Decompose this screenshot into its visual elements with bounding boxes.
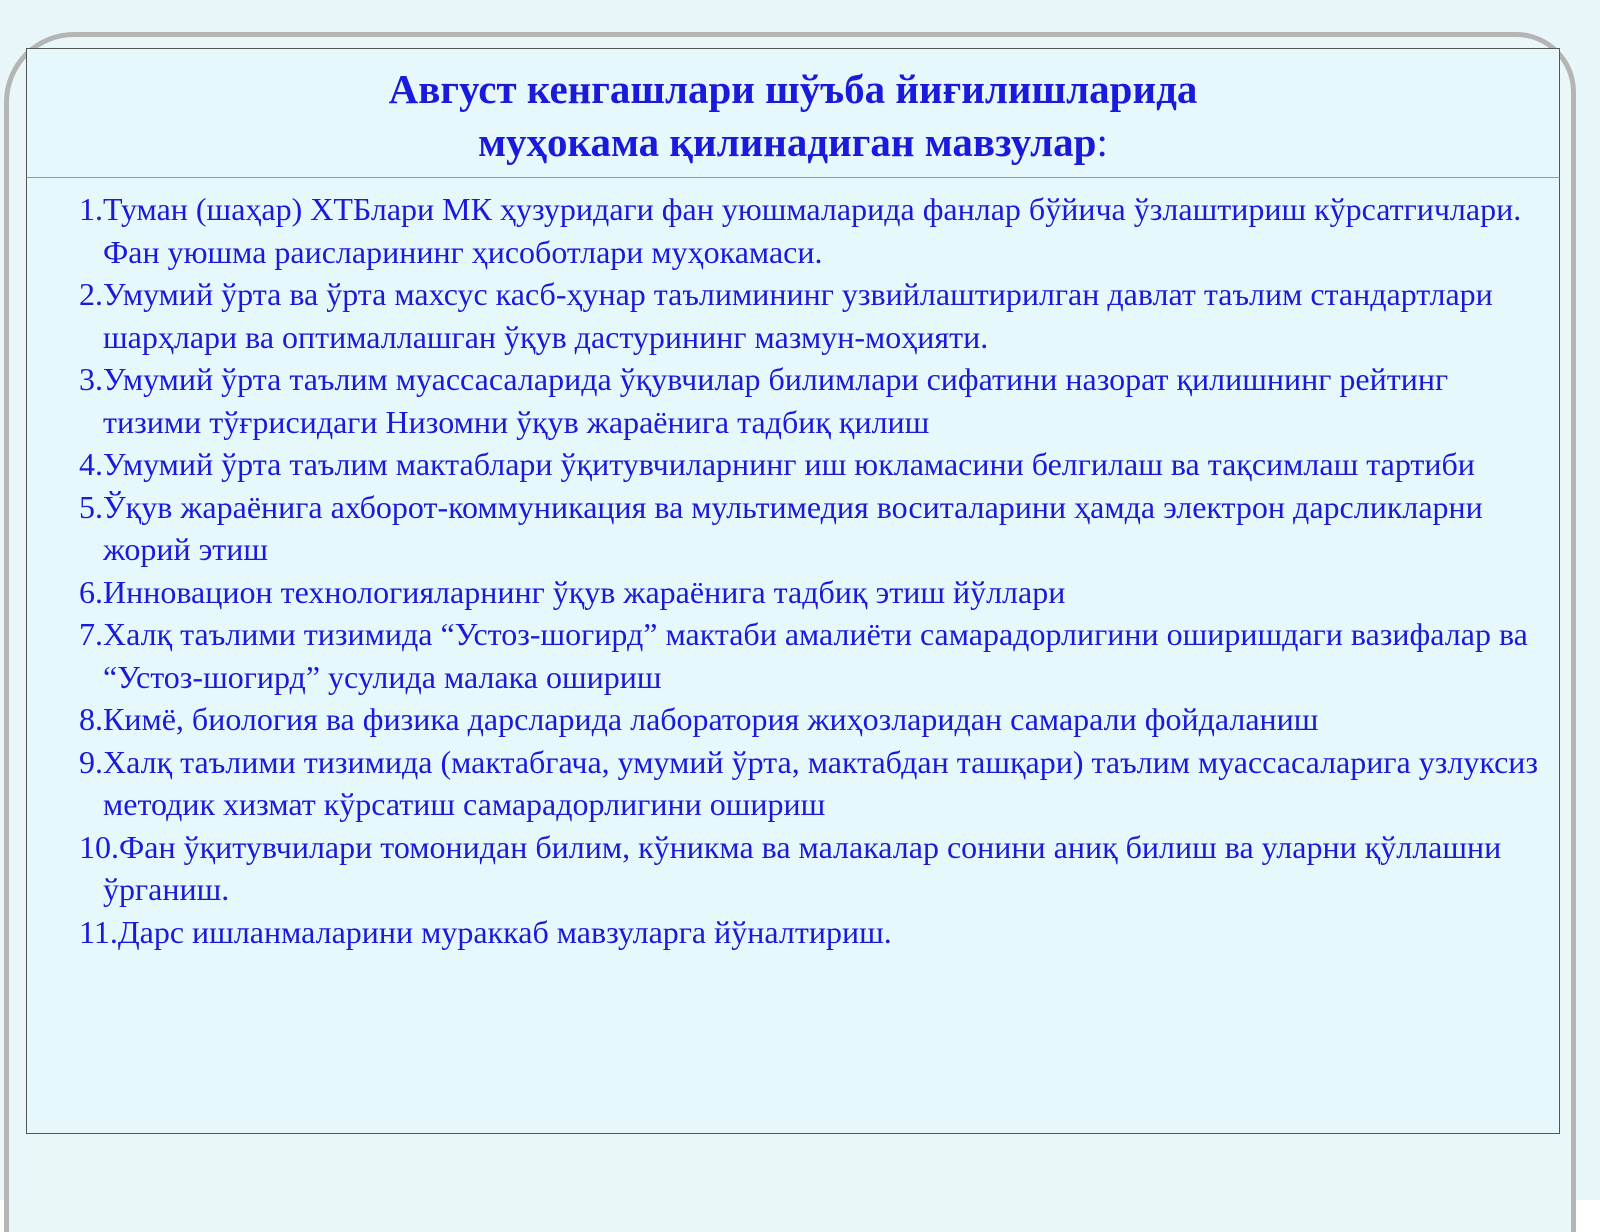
title-box [26, 48, 1560, 178]
list-item [79, 273, 1539, 358]
item-number: 4. [79, 446, 103, 482]
item-text: Туман (шаҳар) ХТБлари МК ҳузуридаги фан уюшмаларида фанлар бўйича ўзлаштириш кўрсатгичлари. Фан уюшма раисларининг ҳисоботлари муҳокамаси. [103, 191, 1522, 270]
list-item [79, 571, 1539, 614]
item-number: 9. [79, 743, 103, 780]
item-text: Умумий ўрта ва ўрта махсус касб-ҳунар таълимининг узвийлаштирилган давлат таълим стандартлари шарҳлари ва оптималлашган ўқув дастурининг мазмун-моҳияти. [103, 276, 1493, 355]
list-item [79, 358, 1539, 443]
list-item [79, 741, 1539, 826]
list-item [79, 698, 1539, 741]
list-item [79, 826, 1539, 911]
topics-list [79, 188, 1539, 953]
page-title [27, 63, 1559, 169]
item-number: 2. [79, 276, 103, 312]
title-colon: : [1096, 119, 1108, 165]
list-item [79, 188, 1539, 273]
title-line-2-text: муҳокама қилинадиган мавзулар [478, 119, 1097, 165]
content-box [26, 178, 1560, 1134]
item-text: Ўқув жараёнига ахборот-коммуникация ва мультимедия воситаларини ҳамда электрон дарсликларни жорий этиш [103, 488, 1483, 567]
item-text: Умумий ўрта таълим муассасаларида ўқувчилар билимлари сифатини назорат қилишнинг рейтинг тизими тўғрисидаги Низомни ўқув жараёнига тадбиқ қилиш [103, 361, 1449, 440]
item-text: Умумий ўрта таълим мактаблари ўқитувчиларнинг иш юкламасини белгилаш ва тақсимлаш тартиби [103, 446, 1475, 482]
item-text: Фан ўқитувчилари томонидан билим, кўникма ва малакалар сонини аниқ билиш ва уларни қўллашни ўрганиш. [103, 828, 1502, 907]
item-text: Кимё, биология ва физика дарсларида лаборатория жиҳозларидан самарали фойдаланиш [103, 701, 1319, 737]
title-line-2 [27, 116, 1559, 169]
item-number: 6. [79, 573, 103, 610]
item-number: 3. [79, 361, 103, 397]
item-number: 11. [79, 913, 118, 950]
list-item [79, 613, 1539, 698]
item-text: Дарс ишланмаларини мураккаб мавзуларга йўналтириш. [117, 913, 892, 950]
item-text: Халқ таълими тизимида (мактабгача, умумий ўрта, мактабдан ташқари) таълим муассасаларига узлуксиз методик хизмат кўрсатиш самарадорлигини ошириш [103, 743, 1539, 822]
item-text: Инновацион технологияларнинг ўқув жараёнига тадбиқ этиш йўллари [103, 573, 1066, 610]
list-item [79, 911, 1539, 954]
item-number: 5. [79, 488, 103, 525]
item-number: 10. [79, 828, 119, 865]
item-number: 1. [79, 191, 103, 227]
item-number: 7. [79, 616, 103, 652]
list-item [79, 486, 1539, 571]
list-item [79, 443, 1539, 486]
item-number: 8. [79, 701, 103, 737]
item-text: Халқ таълими тизимида “Устоз-шогирд” мактаби амалиёти самарадорлигини оширишдаги вазифалар ва “Устоз-шогирд” усулида малака ошириш [103, 616, 1528, 695]
title-line-1: Август кенгашлари шўъба йиғилишларида [388, 66, 1198, 112]
